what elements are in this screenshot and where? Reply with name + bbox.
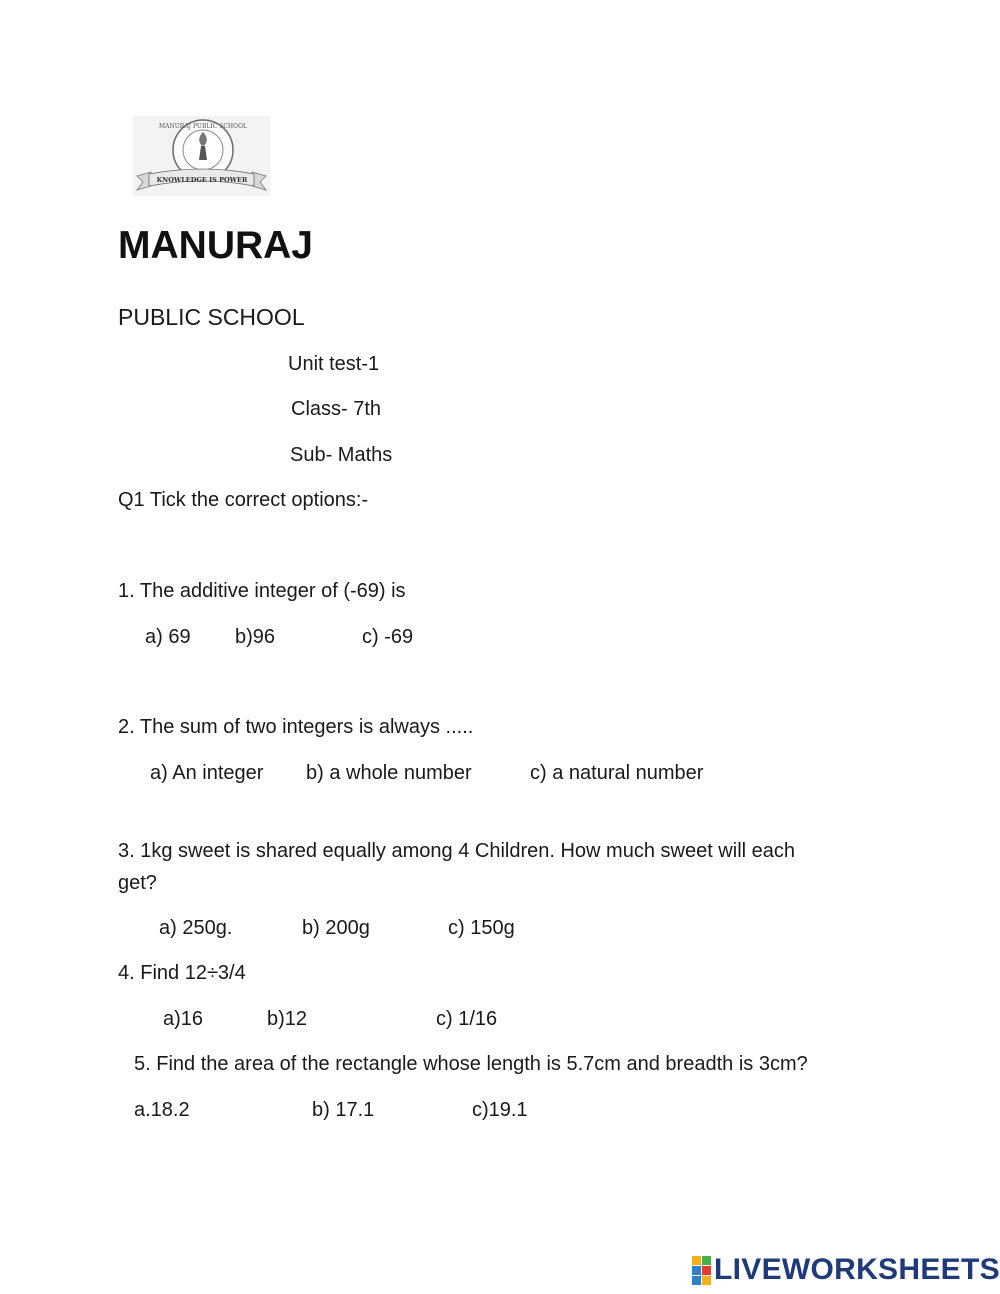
logo-banner-text: KNOWLEDGE IS POWER — [156, 176, 248, 184]
question-3-line-2: get? — [118, 872, 157, 894]
option-3c[interactable]: c) 150g — [448, 917, 515, 939]
option-3b[interactable]: b) 200g — [302, 917, 370, 939]
brand-square — [702, 1266, 711, 1275]
liveworksheets-icon — [692, 1256, 711, 1285]
question-4: 4. Find 12÷3/4 — [118, 962, 246, 984]
school-name: MANURAJ — [118, 224, 313, 267]
logo-ring-text: MANURAJ PUBLIC SCHOOL — [159, 123, 247, 130]
school-type: PUBLIC SCHOOL — [118, 304, 305, 330]
liveworksheets-logo[interactable] — [692, 1254, 1000, 1286]
option-3a[interactable]: a) 250g. — [159, 917, 233, 939]
option-5b[interactable]: b) 17.1 — [312, 1099, 375, 1121]
liveworksheets-wordmark: LIVEWORKSHEETS — [714, 1253, 1000, 1286]
school-logo — [133, 116, 270, 196]
option-1c[interactable]: c) -69 — [362, 626, 414, 648]
class-label: Class- 7th — [291, 398, 382, 420]
option-2c[interactable]: c) a natural number — [530, 762, 704, 784]
brand-square — [692, 1256, 701, 1265]
subject-label: Sub- Maths — [290, 444, 393, 466]
option-1a[interactable]: a) 69 — [145, 626, 191, 648]
question-1: 1. The additive integer of (-69) is — [118, 580, 406, 602]
option-4c[interactable]: c) 1/16 — [436, 1008, 498, 1030]
test-name: Unit test-1 — [288, 353, 380, 375]
option-2a[interactable]: a) An integer — [150, 762, 264, 784]
instruction: Q1 Tick the correct options:- — [118, 489, 369, 511]
option-4a[interactable]: a)16 — [163, 1008, 204, 1030]
option-5a[interactable]: a.18.2 — [134, 1099, 190, 1121]
brand-square — [702, 1256, 711, 1265]
question-2: 2. The sum of two integers is always ..... — [118, 716, 474, 738]
option-1b[interactable]: b)96 — [235, 626, 276, 648]
question-3-line-1: 3. 1kg sweet is shared equally among 4 Children. How much sweet will each — [118, 840, 796, 862]
option-5c[interactable]: c)19.1 — [472, 1099, 528, 1121]
brand-square — [692, 1276, 701, 1285]
option-2b[interactable]: b) a whole number — [306, 762, 472, 784]
brand-square — [702, 1276, 711, 1285]
option-4b[interactable]: b)12 — [267, 1008, 308, 1030]
question-5: 5. Find the area of the rectangle whose length is 5.7cm and breadth is 3cm? — [134, 1053, 808, 1075]
brand-square — [692, 1266, 701, 1275]
